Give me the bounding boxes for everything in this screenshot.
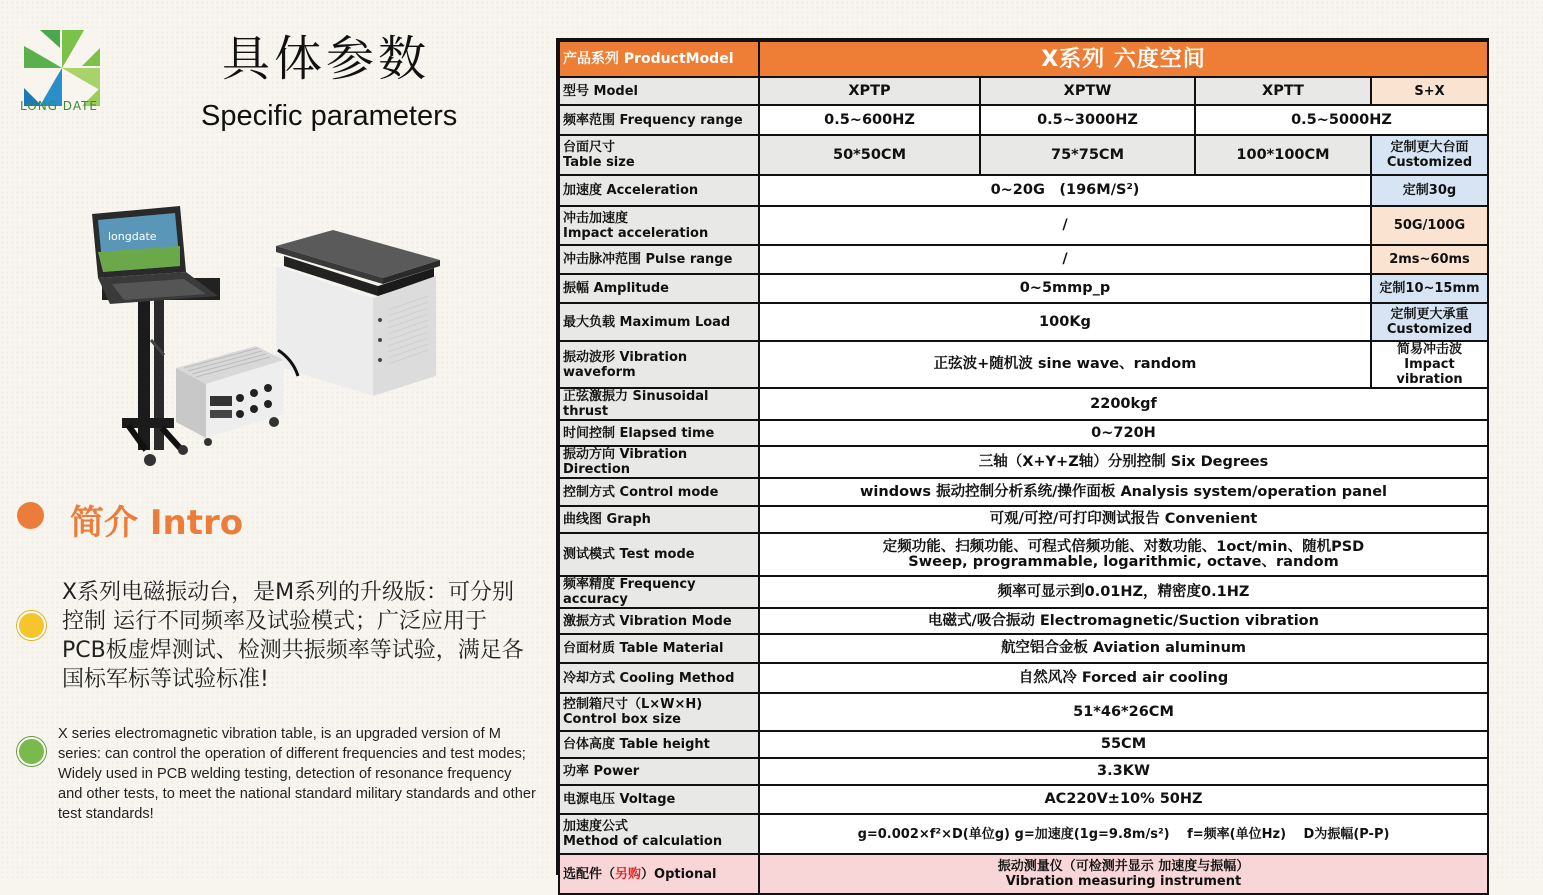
table-row	[559, 175, 1488, 206]
model-cell: XPTW	[980, 77, 1195, 105]
spec-label	[559, 854, 759, 894]
spec-label: 振动方向 Vibration Direction	[559, 446, 759, 478]
intro-title: 简介 Intro	[70, 503, 244, 543]
spec-value: 0~5mmp_p	[759, 274, 1371, 303]
label-cn: 加速度公式	[563, 819, 629, 834]
spec-value	[759, 533, 1488, 576]
table-row	[559, 576, 1488, 608]
spec-value: g=0.002×f²×D(单位g) g=加速度(1g=9.8m/s²) f=频率(单位Hz) D为振幅(P-P)	[759, 814, 1488, 854]
table-row	[559, 135, 1488, 175]
table-row	[559, 663, 1488, 693]
brand-name: LONG DATE	[20, 99, 99, 113]
spec-label: 曲线图 Graph	[559, 506, 759, 533]
spec-value: 正弦波+随机波 sine wave、random	[759, 341, 1371, 388]
model-cell: XPTP	[759, 77, 980, 105]
spec-value: 频率可显示到0.01HZ，精密度0.1HZ	[759, 576, 1488, 608]
spec-value: 电磁式/吸合振动 Electromagnetic/Suction vibration	[759, 608, 1488, 634]
spec-value: 50*50CM	[759, 135, 980, 175]
value-en: Sweep, programmable, logarithmic, octave、random	[908, 553, 1339, 570]
extra-en: Customized	[1386, 155, 1473, 170]
intro-text-en: X series electromagnetic vibration table, is an upgraded version of M series: can control the operation of different frequencies and test modes; Widely used in PCB welding testing, detection of resonance frequency and other tests, to meet the national standard military standards and other test standards!	[58, 726, 536, 822]
page-title-en: Specific parameters	[201, 100, 458, 132]
spec-extra: 定制30g	[1371, 175, 1488, 206]
table-row	[559, 854, 1488, 894]
spec-label: 冷却方式 Cooling Method	[559, 663, 759, 693]
table-row	[559, 206, 1488, 245]
spec-value: AC220V±10% 50HZ	[759, 785, 1488, 814]
spec-value: 55CM	[759, 731, 1488, 758]
spec-value: 51*46*26CM	[759, 693, 1488, 731]
green-bullet-icon	[17, 737, 46, 766]
table-row	[559, 785, 1488, 814]
label-cn: 冲击加速度	[563, 210, 629, 226]
spec-label	[559, 814, 759, 854]
label-en: Method of calculation	[563, 834, 723, 849]
spec-label: 功率 Power	[559, 758, 759, 785]
value-cn: 定频功能、扫频功能、可程式倍频功能、对数功能、1oct/min、随机PSD	[882, 538, 1365, 555]
table-row	[559, 105, 1488, 135]
table-row	[559, 731, 1488, 758]
spec-value: windows 振动控制分析系统/操作面板 Analysis system/operation panel	[759, 478, 1488, 506]
table-row	[559, 41, 1488, 77]
spec-extra: 2ms~60ms	[1371, 245, 1488, 274]
label-en: Impact acceleration	[563, 225, 709, 241]
table-row	[559, 758, 1488, 785]
spec-value: 100*100CM	[1195, 135, 1371, 175]
table-row	[559, 420, 1488, 446]
table-row	[559, 478, 1488, 506]
spec-value: 0.5~5000HZ	[1195, 105, 1488, 135]
spec-extra	[1371, 341, 1488, 388]
spec-label: 冲击脉冲范围 Pulse range	[559, 245, 759, 274]
spec-label: 加速度 Acceleration	[559, 175, 759, 206]
label-pre: 选配件（	[563, 866, 616, 882]
spec-label	[559, 693, 759, 731]
spec-label: 台体高度 Table height	[559, 731, 759, 758]
model-cell: XPTT	[1195, 77, 1371, 105]
spec-label: 正弦激振力 Sinusoidal thrust	[559, 388, 759, 420]
label-post: ）Optional	[641, 866, 717, 882]
table-row	[559, 245, 1488, 274]
spec-value	[759, 854, 1488, 894]
spec-value: /	[759, 245, 1371, 274]
spec-value: 0~720H	[759, 420, 1488, 446]
table-row	[559, 533, 1488, 576]
spec-value: 2200kgf	[759, 388, 1488, 420]
extra-en: Customized	[1386, 322, 1473, 337]
spec-label: 产品系列 ProductModel	[559, 41, 759, 77]
table-row	[559, 506, 1488, 533]
spec-label	[559, 206, 759, 245]
table-row	[559, 634, 1488, 663]
label-cn: 台面尺寸	[563, 140, 616, 155]
table-row	[559, 388, 1488, 420]
extra-cn: 定制更大台面	[1390, 140, 1469, 155]
table-row	[559, 77, 1488, 105]
value-cn: 振动测量仪（可检测并显示 加速度与振幅）	[997, 859, 1250, 874]
spec-label: 测试模式 Test mode	[559, 533, 759, 576]
intro-bullet-icon	[17, 502, 44, 529]
spec-label: 型号 Model	[559, 77, 759, 105]
spec-label: 台面材质 Table Material	[559, 634, 759, 663]
extra-cn: 简易冲击波	[1396, 342, 1462, 357]
spec-extra: 50G/100G	[1371, 206, 1488, 245]
table-row	[559, 341, 1488, 388]
spec-value: 自然风冷 Forced air cooling	[759, 663, 1488, 693]
table-row	[559, 446, 1488, 478]
table-row	[559, 303, 1488, 341]
spec-value: 0.5~3000HZ	[980, 105, 1195, 135]
page-title-cn: 具体参数	[222, 31, 431, 87]
label-red: 另购	[615, 866, 642, 882]
spec-label: 振幅 Amplitude	[559, 274, 759, 303]
spec-table	[556, 38, 1489, 889]
spec-value: 100Kg	[759, 303, 1371, 341]
spec-label	[559, 135, 759, 175]
spec-value: /	[759, 206, 1371, 245]
label-en: Control box size	[563, 712, 681, 727]
spec-extra	[1371, 135, 1488, 175]
model-cell: S+X	[1371, 77, 1488, 105]
spec-label: 电源电压 Voltage	[559, 785, 759, 814]
spec-extra	[1371, 303, 1488, 341]
spec-label: 频率范围 Frequency range	[559, 105, 759, 135]
spec-label: 激振方式 Vibration Mode	[559, 608, 759, 634]
spec-value: 可观/可控/可打印测试报告 Convenient	[759, 506, 1488, 533]
laptop-screen-text: longdate	[108, 230, 157, 243]
intro-text-cn: X系列电磁振动台，是M系列的升级版：可分别控制 运行不同频率及试验模式；广泛应用于PCB板虚焊测试、检测共振频率等试验，满足各国标军标等试验标准!	[62, 580, 524, 692]
spec-value: 3.3KW	[759, 758, 1488, 785]
spec-value: 0.5~600HZ	[759, 105, 980, 135]
spec-extra: 定制10~15mm	[1371, 274, 1488, 303]
table-row	[559, 814, 1488, 854]
spec-label: 时间控制 Elapsed time	[559, 420, 759, 446]
spec-label: 控制方式 Control mode	[559, 478, 759, 506]
label-en: Table size	[563, 155, 635, 170]
spec-value: 三轴（X+Y+Z轴）分别控制 Six Degrees	[759, 446, 1488, 478]
product-image	[88, 200, 448, 470]
extra-cn: 定制更大承重	[1390, 307, 1469, 322]
table-row	[559, 608, 1488, 634]
spec-value: 航空铝合金板 Aviation aluminum	[759, 634, 1488, 663]
table-row	[559, 693, 1488, 731]
spec-value: 0~20G (196M/S²)	[759, 175, 1371, 206]
table-row	[559, 274, 1488, 303]
spec-label: 频率精度 Frequency accuracy	[559, 576, 759, 608]
spec-label: 最大负载 Maximum Load	[559, 303, 759, 341]
spec-label: 振动波形 Vibration waveform	[559, 341, 759, 388]
value-en: Vibration measuring instrument	[1005, 874, 1242, 889]
extra-en: Impact vibration	[1396, 357, 1463, 387]
spec-value: X系列 六度空间	[759, 41, 1488, 77]
yellow-bullet-icon	[17, 611, 46, 640]
spec-value: 75*75CM	[980, 135, 1195, 175]
label-cn: 控制箱尺寸（L×W×H)	[563, 697, 703, 712]
